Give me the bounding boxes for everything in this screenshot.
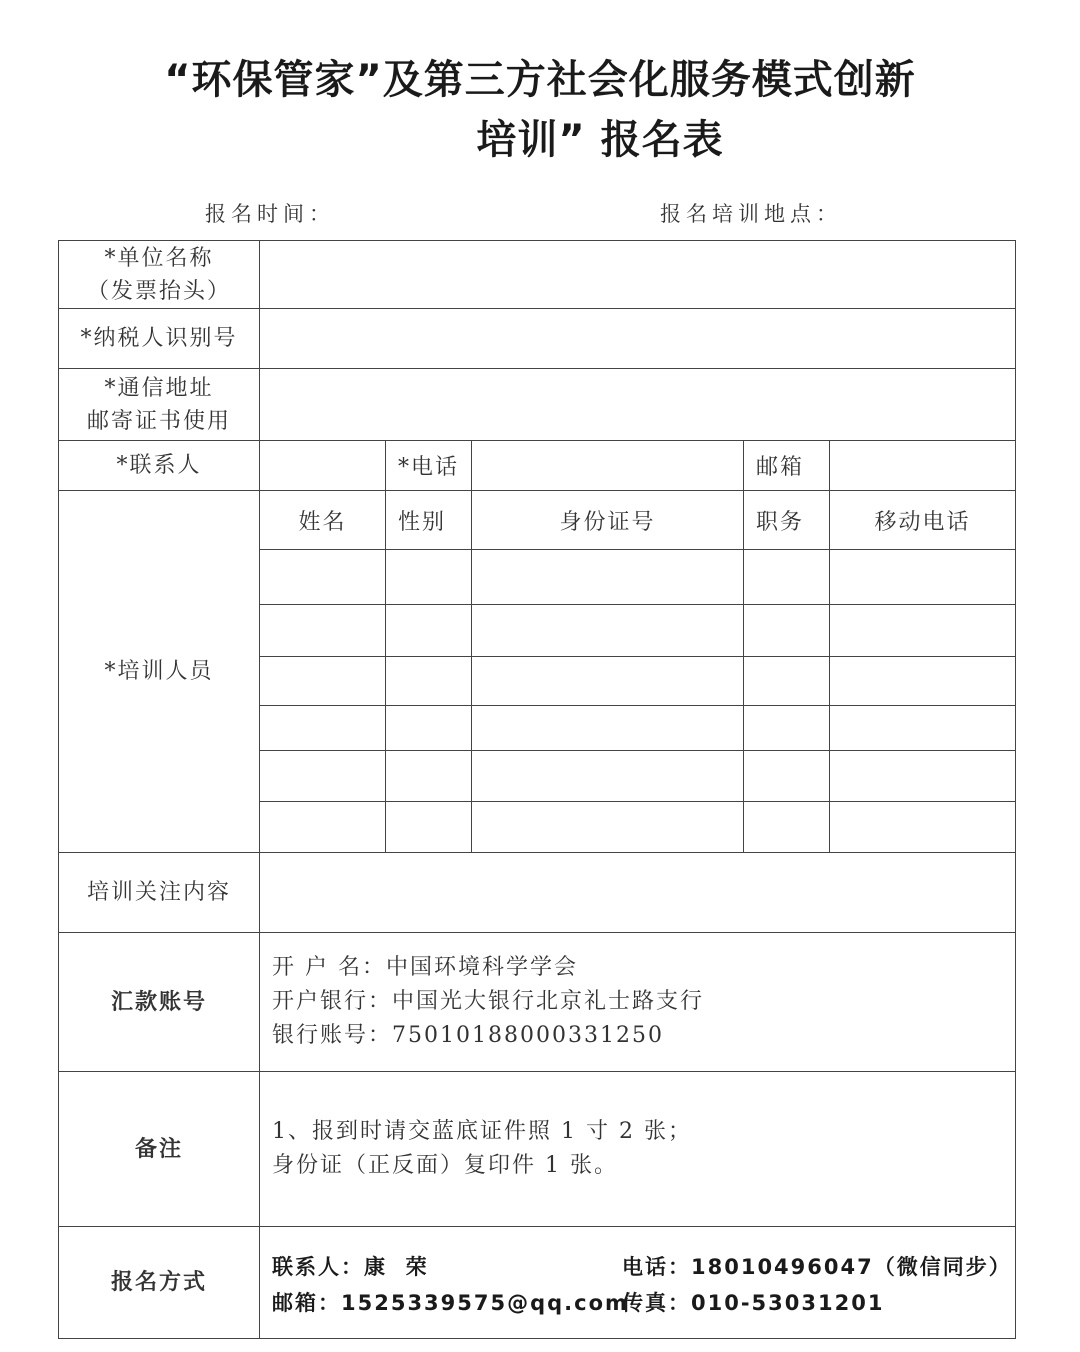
signup-phone: 电话：18010496047（微信同步） — [622, 1255, 1012, 1279]
contact-row — [59, 441, 1016, 491]
trainee-id-number-cell[interactable] — [472, 802, 744, 853]
trainee-name-cell[interactable] — [260, 605, 386, 657]
tax-id-field[interactable] — [260, 309, 1016, 369]
company-name-label — [59, 241, 260, 309]
remarks-info — [260, 1072, 1016, 1227]
form-title-line-1: “环保管家”及第三方社会化服务模式创新 — [164, 57, 916, 103]
trainee-name-cell[interactable] — [260, 550, 386, 605]
trainee-gender-cell[interactable] — [386, 706, 472, 751]
trainee-gender-header: 性别 — [386, 491, 472, 550]
company-name-label-line-1: *单位名称 — [104, 245, 214, 271]
remarks-line-1: 1、报到时请交蓝底证件照 1 寸 2 张； — [272, 1119, 692, 1144]
phone-field[interactable] — [472, 441, 744, 491]
trainee-position-cell[interactable] — [744, 751, 830, 802]
trainee-id-number-cell[interactable] — [472, 550, 744, 605]
signup-contact: 联系人：康 荣 — [272, 1255, 429, 1279]
trainee-position-cell[interactable] — [744, 550, 830, 605]
company-name-label-line-2: （发票抬头） — [86, 278, 231, 304]
contact-label: *联系人 — [59, 441, 260, 491]
trainee-position-cell[interactable] — [744, 802, 830, 853]
signup-email: 邮箱：1525339575@qq.com — [272, 1291, 629, 1315]
company-name-field[interactable] — [260, 241, 1016, 309]
account-info — [260, 933, 1016, 1072]
trainee-position-cell[interactable] — [744, 605, 830, 657]
remarks-label: 备注 — [59, 1072, 260, 1227]
trainee-id-number-cell[interactable] — [472, 706, 744, 751]
trainee-gender-cell[interactable] — [386, 605, 472, 657]
trainee-position-cell[interactable] — [744, 657, 830, 706]
trainee-mobile-header: 移动电话 — [830, 491, 1016, 550]
form-title-line-2: 培训” 报名表 — [476, 117, 724, 163]
registration-time-label: 报名时间： — [205, 202, 335, 226]
trainee-name-cell[interactable] — [260, 802, 386, 853]
trainee-id-number-cell[interactable] — [472, 751, 744, 802]
remarks-row — [59, 1072, 1016, 1227]
trainee-gender-cell[interactable] — [386, 751, 472, 802]
tax-id-row — [59, 309, 1016, 369]
company-name-row — [59, 241, 1016, 309]
registration-place-label: 报名培训地点： — [660, 202, 842, 226]
signup-label: 报名方式 — [59, 1227, 260, 1339]
trainee-id-number-cell[interactable] — [472, 657, 744, 706]
address-label — [59, 369, 260, 441]
contact-field[interactable] — [260, 441, 386, 491]
address-field[interactable] — [260, 369, 1016, 441]
trainee-mobile-cell[interactable] — [830, 657, 1016, 706]
address-label-line-2: 邮寄证书使用 — [86, 408, 231, 434]
trainee-position-header: 职务 — [744, 491, 830, 550]
trainee-gender-cell[interactable] — [386, 550, 472, 605]
signup-left-column — [272, 1249, 629, 1321]
focus-row — [59, 853, 1016, 933]
signup-right-column — [622, 1249, 1012, 1321]
trainee-gender-cell[interactable] — [386, 657, 472, 706]
remarks-line-2: 身份证（正反面）复印件 1 张。 — [272, 1153, 618, 1178]
trainee-mobile-cell[interactable] — [830, 550, 1016, 605]
account-holder-line: 开 户 名：中国环境科学学会 — [272, 955, 578, 980]
tax-id-label: *纳税人识别号 — [59, 309, 260, 369]
signup-info — [260, 1227, 1016, 1339]
trainee-mobile-cell[interactable] — [830, 706, 1016, 751]
trainee-gender-cell[interactable] — [386, 802, 472, 853]
trainees-label: *培训人员 — [59, 491, 260, 853]
account-number-line: 银行账号：75010188000331250 — [272, 1023, 664, 1048]
trainee-mobile-cell[interactable] — [830, 802, 1016, 853]
trainee-name-cell[interactable] — [260, 751, 386, 802]
account-label: 汇款账号 — [59, 933, 260, 1072]
trainee-id-number-header: 身份证号 — [472, 491, 744, 550]
focus-label: 培训关注内容 — [59, 853, 260, 933]
signup-fax: 传真：010-53031201 — [622, 1291, 885, 1315]
phone-label: *电话 — [386, 441, 472, 491]
account-row — [59, 933, 1016, 1072]
trainee-name-cell[interactable] — [260, 706, 386, 751]
trainee-id-number-cell[interactable] — [472, 605, 744, 657]
email-field[interactable] — [830, 441, 1016, 491]
trainee-name-cell[interactable] — [260, 657, 386, 706]
trainee-name-header: 姓名 — [260, 491, 386, 550]
signup-row — [59, 1227, 1016, 1339]
email-label: 邮箱 — [744, 441, 830, 491]
trainee-header-row — [59, 491, 1016, 550]
account-bank-line: 开户银行：中国光大银行北京礼士路支行 — [272, 989, 705, 1014]
address-label-line-1: *通信地址 — [104, 375, 214, 401]
trainee-position-cell[interactable] — [744, 706, 830, 751]
focus-field[interactable] — [260, 853, 1016, 933]
trainee-mobile-cell[interactable] — [830, 751, 1016, 802]
registration-form-table — [58, 240, 1016, 1339]
address-row — [59, 369, 1016, 441]
trainee-mobile-cell[interactable] — [830, 605, 1016, 657]
